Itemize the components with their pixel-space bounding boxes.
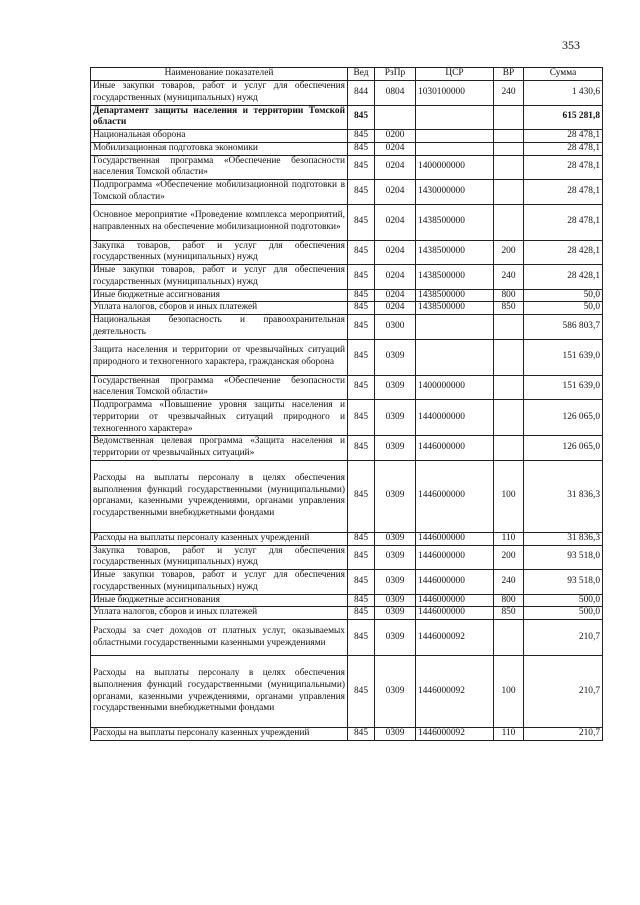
row-name-cell: Национальная безопасность и правоохранительная деятельность [91,315,348,340]
row-vr-cell [494,180,524,205]
row-sum-cell: 28 478,1 [524,204,603,240]
table-row [91,375,603,400]
row-name-cell: Расходы на выплаты персоналу казенных учреждений [91,728,348,741]
row-vr-cell: 800 [494,289,524,302]
row-ved-cell: 845 [348,570,375,595]
row-ved-cell: 845 [348,339,375,375]
row-vr-cell [494,436,524,461]
row-vr-cell: 110 [494,728,524,741]
row-sum-cell: 500,0 [524,594,603,607]
row-name-cell: Расходы на выплаты персоналу в целях обеспечения выполнения функций государственными (муниципальными) органами, казенными учреждениями, органами управления государственными внебюджетными фондами [91,460,348,532]
row-sum-cell: 31 836,3 [524,532,603,545]
row-ved-cell: 845 [348,240,375,265]
row-sum-cell: 93 518,0 [524,570,603,595]
row-vr-cell: 850 [494,607,524,620]
row-rzpr-cell: 0200 [375,130,416,143]
row-rzpr-cell: 0204 [375,265,416,290]
row-csr-cell: 1446000092 [416,620,494,656]
table-row [91,142,603,155]
row-ved-cell: 845 [348,545,375,570]
row-sum-cell: 50,0 [524,289,603,302]
row-vr-cell [494,130,524,143]
row-sum-cell: 28 428,1 [524,240,603,265]
row-rzpr-cell: 0309 [375,728,416,741]
row-vr-cell: 200 [494,240,524,265]
table-row [91,105,603,130]
row-ved-cell: 845 [348,400,375,436]
row-vr-cell: 100 [494,656,524,728]
row-csr-cell: 1438500000 [416,240,494,265]
row-csr-cell [416,142,494,155]
row-rzpr-cell: 0309 [375,375,416,400]
row-ved-cell: 845 [348,460,375,532]
row-csr-cell: 1438500000 [416,289,494,302]
row-sum-cell: 1 430,6 [524,81,603,106]
row-name-cell: Расходы на выплаты персоналу в целях обеспечения выполнения функций государственными (муниципальными) органами, казенными учреждениями, органами управления государственными внебюджетными фондами [91,656,348,728]
row-rzpr-cell: 0309 [375,607,416,620]
row-csr-cell: 1446000000 [416,594,494,607]
table-row [91,315,603,340]
row-csr-cell [416,130,494,143]
table-row [91,607,603,620]
row-rzpr-cell: 0804 [375,81,416,106]
row-csr-cell: 1030100000 [416,81,494,106]
row-name-cell: Департамент защиты населения и территории Томской области [91,105,348,130]
table-row [91,656,603,728]
header-csr: ЦСР [416,68,494,81]
row-sum-cell: 151 639,0 [524,375,603,400]
row-vr-cell [494,105,524,130]
row-name-cell: Закупка товаров, работ и услуг для обеспечения государственных (муниципальных) нужд [91,240,348,265]
row-vr-cell [494,204,524,240]
row-name-cell: Иные закупки товаров, работ и услуг для обеспечения государственных (муниципальных) нужд [91,81,348,106]
header-ved: Вед [348,68,375,81]
row-name-cell: Мобилизационная подготовка экономики [91,142,348,155]
row-sum-cell: 126 065,0 [524,400,603,436]
table-row [91,594,603,607]
row-name-cell: Подпрограмма «Повышение уровня защиты населения и территории от чрезвычайных ситуаций природного и техногенного характера» [91,400,348,436]
row-rzpr-cell: 0204 [375,155,416,180]
row-csr-cell: 1400000000 [416,375,494,400]
header-name: Наименование показателей [91,68,348,81]
row-name-cell: Основное мероприятие «Проведение комплекса мероприятий, направленных на обеспечение мобилизационной подготовки» [91,204,348,240]
row-ved-cell: 845 [348,315,375,340]
row-sum-cell: 500,0 [524,607,603,620]
row-sum-cell: 126 065,0 [524,436,603,461]
row-rzpr-cell: 0309 [375,436,416,461]
row-sum-cell: 28 478,1 [524,130,603,143]
row-sum-cell: 210,7 [524,620,603,656]
row-vr-cell [494,315,524,340]
table-row [91,339,603,375]
row-name-cell: Государственная программа «Обеспечение безопасности населения Томской области» [91,375,348,400]
row-rzpr-cell: 0204 [375,289,416,302]
row-rzpr-cell: 0309 [375,656,416,728]
row-sum-cell: 31 836,3 [524,460,603,532]
row-rzpr-cell: 0204 [375,240,416,265]
row-sum-cell: 28 478,1 [524,142,603,155]
row-csr-cell: 1440000000 [416,400,494,436]
row-vr-cell: 850 [494,302,524,315]
row-vr-cell [494,620,524,656]
row-ved-cell: 845 [348,728,375,741]
row-name-cell: Иные бюджетные ассигнования [91,289,348,302]
budget-table [90,67,603,741]
row-csr-cell: 1438500000 [416,265,494,290]
row-vr-cell: 100 [494,460,524,532]
row-sum-cell: 28 478,1 [524,180,603,205]
row-rzpr-cell: 0309 [375,570,416,595]
row-rzpr-cell: 0309 [375,400,416,436]
row-sum-cell: 93 518,0 [524,545,603,570]
row-ved-cell: 845 [348,302,375,315]
row-rzpr-cell: 0204 [375,302,416,315]
table-row [91,130,603,143]
row-vr-cell [494,142,524,155]
row-ved-cell: 845 [348,105,375,130]
row-csr-cell: 1400000000 [416,155,494,180]
row-csr-cell: 1446000000 [416,460,494,532]
row-name-cell: Государственная программа «Обеспечение безопасности населения Томской области» [91,155,348,180]
row-name-cell: Уплата налогов, сборов и иных платежей [91,302,348,315]
row-name-cell: Национальная оборона [91,130,348,143]
row-ved-cell: 845 [348,180,375,205]
row-name-cell: Закупка товаров, работ и услуг для обеспечения государственных (муниципальных) нужд [91,545,348,570]
row-name-cell: Иные бюджетные ассигнования [91,594,348,607]
table-row [91,155,603,180]
table-header-row [91,68,603,81]
row-rzpr-cell: 0204 [375,142,416,155]
row-vr-cell [494,375,524,400]
table-row [91,289,603,302]
row-sum-cell: 50,0 [524,302,603,315]
row-rzpr-cell: 0309 [375,545,416,570]
table-row [91,81,603,106]
row-name-cell: Защита населения и территории от чрезвычайных ситуаций природного и техногенного характера, гражданская оборона [91,339,348,375]
table-row [91,545,603,570]
row-name-cell: Подпрограмма «Обеспечение мобилизационной подготовки в Томской области» [91,180,348,205]
row-name-cell: Расходы за счет доходов от платных услуг, оказываемых областными государственными казенными учреждениями [91,620,348,656]
row-ved-cell: 845 [348,142,375,155]
table-row [91,265,603,290]
row-csr-cell: 1446000000 [416,436,494,461]
row-vr-cell: 800 [494,594,524,607]
row-name-cell: Расходы на выплаты персоналу казенных учреждений [91,532,348,545]
row-csr-cell: 1446000000 [416,570,494,595]
table-row [91,460,603,532]
row-ved-cell: 845 [348,155,375,180]
row-vr-cell: 240 [494,570,524,595]
table-row [91,728,603,741]
row-vr-cell: 240 [494,81,524,106]
row-csr-cell: 1446000000 [416,545,494,570]
header-sum: Сумма [524,68,603,81]
row-sum-cell: 151 639,0 [524,339,603,375]
table-row [91,400,603,436]
row-ved-cell: 845 [348,594,375,607]
row-ved-cell: 844 [348,81,375,106]
table-row [91,302,603,315]
row-ved-cell: 845 [348,265,375,290]
row-name-cell: Ведомственная целевая программа «Защита населения и территории от чрезвычайных ситуаций» [91,436,348,461]
header-rzpr: РзПр [375,68,416,81]
row-csr-cell: 1438500000 [416,204,494,240]
table-row [91,180,603,205]
row-rzpr-cell: 0309 [375,532,416,545]
table-row [91,620,603,656]
row-sum-cell: 28 428,1 [524,265,603,290]
row-vr-cell: 110 [494,532,524,545]
row-rzpr-cell: 0204 [375,204,416,240]
row-csr-cell [416,105,494,130]
row-ved-cell: 845 [348,130,375,143]
table-row [91,204,603,240]
row-csr-cell: 1446000092 [416,656,494,728]
row-vr-cell [494,155,524,180]
table-row [91,240,603,265]
row-ved-cell: 845 [348,375,375,400]
row-sum-cell: 210,7 [524,656,603,728]
row-rzpr-cell: 0309 [375,620,416,656]
row-sum-cell: 586 803,7 [524,315,603,340]
row-name-cell: Иные закупки товаров, работ и услуг для обеспечения государственных (муниципальных) нужд [91,265,348,290]
row-ved-cell: 845 [348,532,375,545]
row-sum-cell: 210,7 [524,728,603,741]
table-row [91,532,603,545]
row-rzpr-cell: 0300 [375,315,416,340]
row-csr-cell: 1446000000 [416,607,494,620]
row-name-cell: Уплата налогов, сборов и иных платежей [91,607,348,620]
row-ved-cell: 845 [348,607,375,620]
table-row [91,570,603,595]
row-ved-cell: 845 [348,436,375,461]
row-ved-cell: 845 [348,656,375,728]
row-rzpr-cell: 0204 [375,180,416,205]
row-csr-cell: 1438500000 [416,302,494,315]
table-row [91,436,603,461]
row-ved-cell: 845 [348,620,375,656]
row-ved-cell: 845 [348,204,375,240]
row-rzpr-cell: 0309 [375,339,416,375]
row-vr-cell [494,339,524,375]
row-name-cell: Иные закупки товаров, работ и услуг для обеспечения государственных (муниципальных) нужд [91,570,348,595]
row-csr-cell [416,315,494,340]
row-vr-cell: 240 [494,265,524,290]
row-sum-cell: 615 281,8 [524,105,603,130]
row-csr-cell: 1446000092 [416,728,494,741]
row-rzpr-cell [375,105,416,130]
row-csr-cell: 1430000000 [416,180,494,205]
row-rzpr-cell: 0309 [375,594,416,607]
row-csr-cell: 1446000000 [416,532,494,545]
header-vr: ВР [494,68,524,81]
page-number: 353 [562,38,580,52]
row-sum-cell: 28 478,1 [524,155,603,180]
row-vr-cell [494,400,524,436]
row-rzpr-cell: 0309 [375,460,416,532]
row-vr-cell: 200 [494,545,524,570]
row-csr-cell [416,339,494,375]
row-ved-cell: 845 [348,289,375,302]
